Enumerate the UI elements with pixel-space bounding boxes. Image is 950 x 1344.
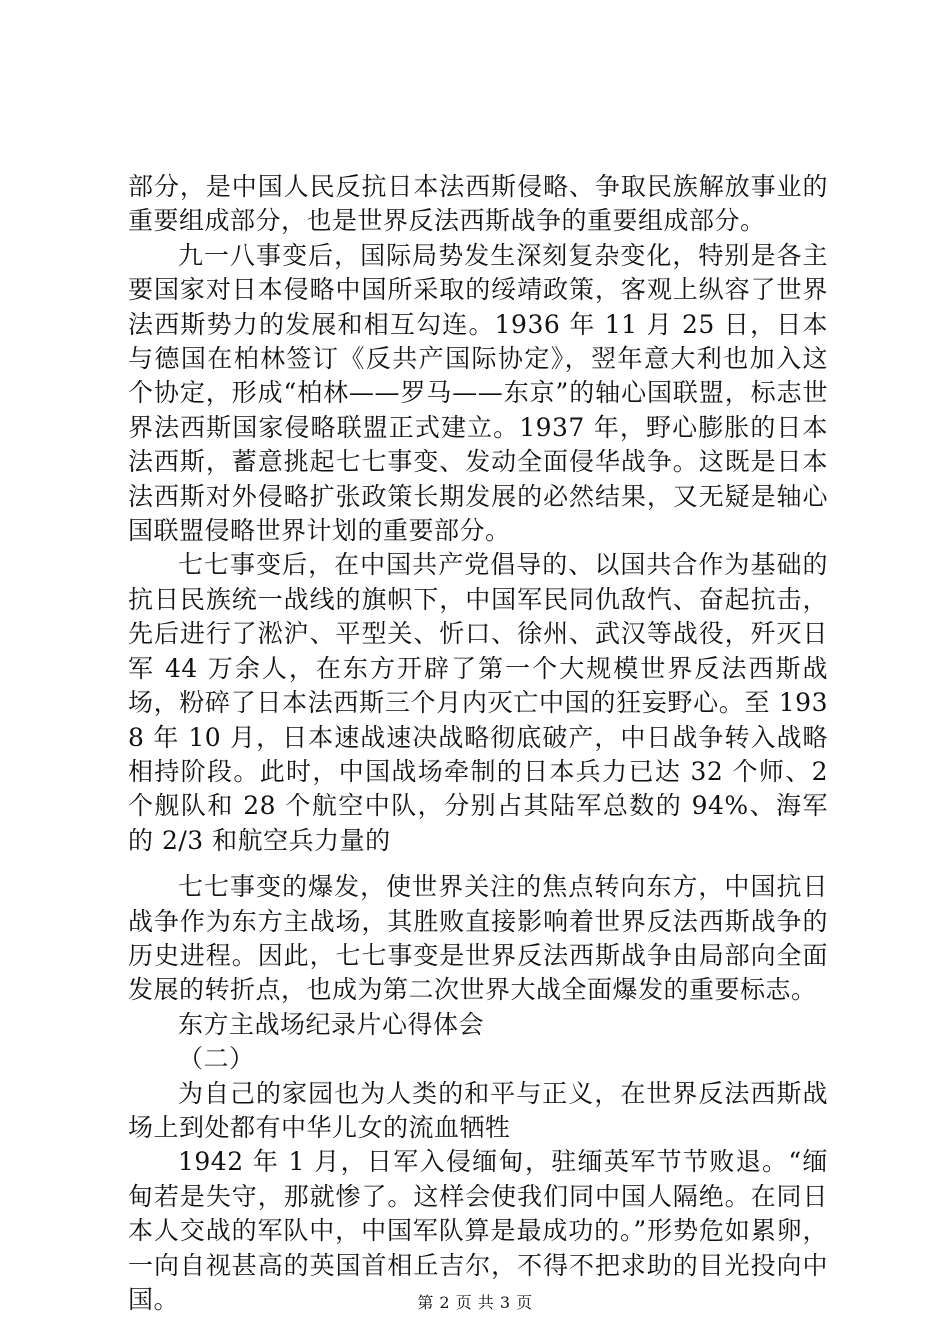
section-number: （二） bbox=[178, 1044, 255, 1074]
page-number-footer: 第 2 页 共 3 页 bbox=[417, 1293, 533, 1312]
section-title: 东方主战场纪录片心得体会 bbox=[178, 1009, 485, 1039]
paragraph-continuation: 部分，是中国人民反抗日本法西斯侵略、争取民族解放事业的重要组成部分，也是世界反法西斯战争的重要组成部分。 bbox=[128, 172, 828, 236]
paragraph-july-7-incident: 七七事变后，在中国共产党倡导的、以国共合作为基础的抗日民族统一战线的旗帜下，中国军民同仇敌忾、奋起抗击，先后进行了淞沪、平型关、忻口、徐州、武汉等战役，歼灭日军 44 万余人，在东方开辟了第一个大规模世界反法西斯战场，粉碎了日本法西斯三个月内灭亡中国的狂妄野心。至 1938 年 10 月，日本速战速决战略彻底破产，中日战争转入战略相持阶段。此时，中国战场牵制的日本兵力已达 32 个师、2 个舰队和 28 个航空中队，分别占其陆军总数的 94%、海军的 2/3 和航空兵力量的 bbox=[128, 550, 828, 855]
document-body bbox=[128, 170, 828, 1317]
paragraph-eastern-battlefield: 七七事变的爆发，使世界关注的焦点转向东方，中国抗日战争作为东方主战场，其胜败直接影响着世界反法西斯战争的历史进程。因此，七七事变是世界反法西斯战争由局部向全面发展的转折点，也成为第二次世界大战全面爆发的重要标志。 bbox=[128, 872, 828, 1005]
paragraph-axis-alliance: 九一八事变后，国际局势发生深刻复杂变化，特别是各主要国家对日本侵略中国所采取的绥靖政策，客观上纵容了世界法西斯势力的发展和相互勾连。1936 年 11 月 25 日，日本与德国在柏林签订《反共产国际协定》，翌年意大利也加入这个协定，形成“柏林——罗马——东京”的轴心国联盟，标志世界法西斯国家侵略联盟正式建立。1937 年，野心膨胀的日本法西斯，蓄意挑起七七事变、发动全面侵华战争。这既是日本法西斯对外侵略扩张政策长期发展的必然结果，又无疑是轴心国联盟侵略世界计划的重要部分。 bbox=[128, 240, 828, 546]
paragraph-sacrifice: 为自己的家园也为人类的和平与正义，在世界反法西斯战场上到处都有中华儿女的流血牺牲 bbox=[128, 1078, 828, 1142]
paragraph-burma-1942: 1942 年 1 月，日军入侵缅甸，驻缅英军节节败退。“缅甸若是失守，那就惨了。这样会使我们同中国人隔绝。在同日本人交战的军队中，中国军队算是最成功的。”形势危如累卵，一向自视甚高的英国首相丘吉尔，不得不把求助的目光投向中国。 bbox=[128, 1147, 828, 1314]
